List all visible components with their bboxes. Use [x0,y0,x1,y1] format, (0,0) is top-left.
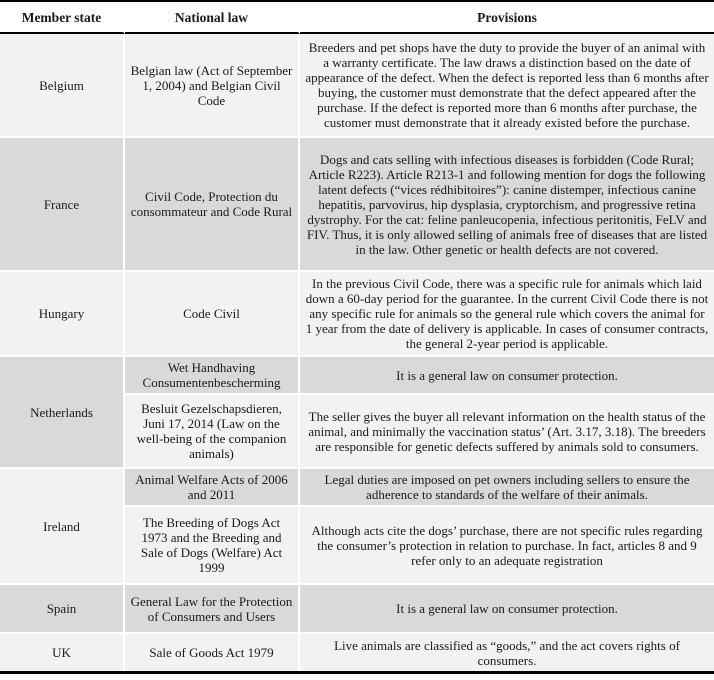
member-state-cell: Ireland [0,469,125,585]
provisions-cell: It is a general law on consumer protection. [300,585,714,634]
provisions-cell: Dogs and cats selling with infectious diseases is forbidden (Code Rural; Article R223). Article R213-1 and following mention for dogs the following latent defects (“vices rédhibitoires”): canine distemper, infectious canine hepatitis, parvovirus, hip dysplasia, cryptorchism, and progressive retina dystrophy. For the cat: feline panleucopenia, infectious peritonitis, FeLV and FIV. Thus, it is only allowed selling of animals free of diseases that are listed in the law. Other genetic or health defects are not covered. [300,138,714,272]
table-row-hungary [0,272,714,357]
header-national-law: National law [125,2,300,34]
provisions-cell: Live animals are classified as “goods,” and the act covers rights of consumers. [300,634,714,671]
provisions-cell: It is a general law on consumer protection. [300,357,714,395]
national-law-cell: Wet Handhaving Consumentenbescherming [125,357,300,395]
header-member-state: Member state [0,2,125,34]
national-law-cell: Civil Code, Protection du consommateur and Code Rural [125,138,300,272]
national-law-cell: Sale of Goods Act 1979 [125,634,300,671]
table-row-spain [0,585,714,634]
member-state-cell: UK [0,634,125,671]
national-law-cell: Besluit Gezelschapsdieren, Juni 17, 2014 (Law on the well-being of the companion animals) [125,395,300,469]
member-state-cell: Hungary [0,272,125,357]
national-law-cell: General Law for the Protection of Consumers and Users [125,585,300,634]
provisions-cell: Legal duties are imposed on pet owners including sellers to ensure the adherence to standards of the welfare of their animals. [300,469,714,507]
member-state-cell: Belgium [0,34,125,138]
national-law-cell: Animal Welfare Acts of 2006 and 2011 [125,469,300,507]
national-law-cell: Code Civil [125,272,300,357]
table-row-france [0,138,714,272]
provisions-cell: The seller gives the buyer all relevant information on the health status of the animal, and minimally the vaccination status’ (Art. 3.17, 3.18). The breeders are responsible for genetic defects suffered by animals sold to consumers. [300,395,714,469]
table-row-uk [0,634,714,671]
national-law-cell: The Breeding of Dogs Act 1973 and the Breeding and Sale of Dogs (Welfare) Act 1999 [125,507,300,585]
provisions-cell: Breeders and pet shops have the duty to provide the buyer of an animal with a warranty certificate. The law draws a distinction based on the date of appearance of the defect. When the defect is reported less than 6 months after buying, the customer must demonstrate that the defect appeared after the purchase. If the defect is reported more than 6 months after purchase, the customer must demonstrate that it already existed before the purchase. [300,34,714,138]
national-law-cell: Belgian law (Act of September 1, 2004) and Belgian Civil Code [125,34,300,138]
header-provisions: Provisions [300,2,714,34]
member-state-cell: Spain [0,585,125,634]
table-row-belgium [0,34,714,138]
provisions-cell: In the previous Civil Code, there was a specific rule for animals which laid down a 60-day period for the guarantee. In the current Civil Code there is not any specific rule for animals so the general rule which covers the animal for 1 year from the date of delivery is applicable. In cases of consumer contracts, the general 2-year period is applicable. [300,272,714,357]
table-row-ireland-1 [0,469,714,507]
provisions-cell: Although acts cite the dogs’ purchase, there are not specific rules regarding the consumer’s protection in relation to purchase. In fact, articles 8 and 9 refer only to an adequate registration [300,507,714,585]
member-state-cell: Netherlands [0,357,125,469]
member-state-cell: France [0,138,125,272]
table-header-row [0,2,714,34]
table-row-netherlands-1 [0,357,714,395]
